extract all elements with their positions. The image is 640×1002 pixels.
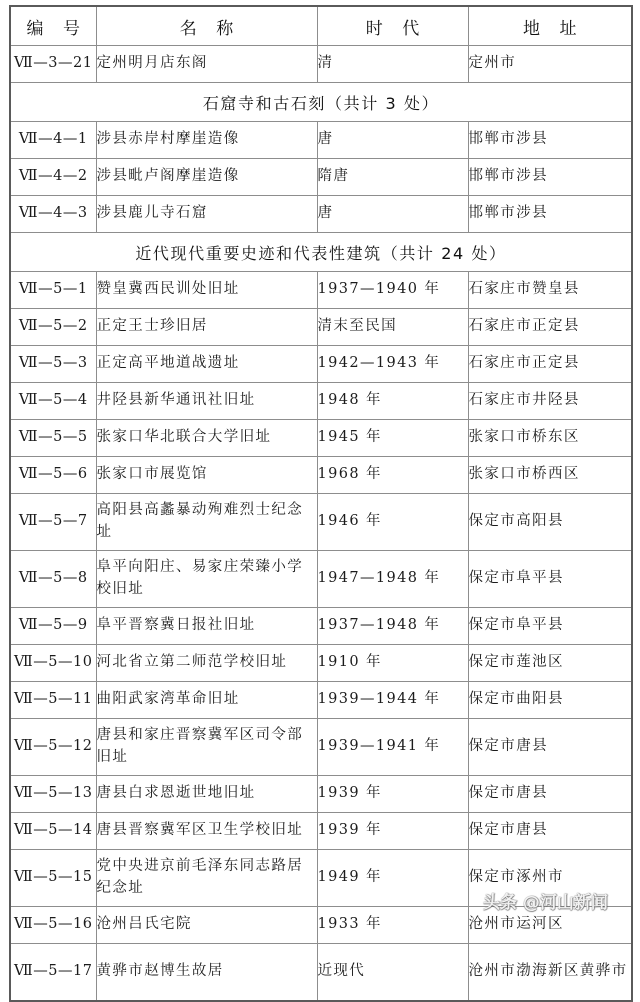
cell-name: 党中央进京前毛泽东同志路居纪念址 (96, 850, 317, 907)
cell-code: Ⅶ—5—17 (10, 944, 96, 1002)
cell-code: Ⅶ—4—2 (10, 159, 96, 196)
cell-era: 1939 年 (317, 776, 468, 813)
table-row (10, 494, 632, 551)
cell-name: 张家口市展览馆 (96, 457, 317, 494)
cell-address: 保定市唐县 (468, 719, 632, 776)
cell-address: 保定市莲池区 (468, 645, 632, 682)
cell-era: 1937—1940 年 (317, 272, 468, 309)
cell-name: 唐县白求恩逝世地旧址 (96, 776, 317, 813)
table-header-row (10, 6, 632, 46)
cell-name: 阜平晋察冀日报社旧址 (96, 608, 317, 645)
cell-era: 1968 年 (317, 457, 468, 494)
table-row (10, 944, 632, 1002)
cell-address: 保定市唐县 (468, 776, 632, 813)
table-row (10, 122, 632, 159)
table-header (10, 6, 632, 46)
cell-era: 1948 年 (317, 383, 468, 420)
cell-address: 保定市阜平县 (468, 608, 632, 645)
cell-era: 1939—1941 年 (317, 719, 468, 776)
table-row (10, 719, 632, 776)
table-row (10, 346, 632, 383)
cell-name: 定州明月店东阁 (96, 46, 317, 83)
cell-code: Ⅶ—5—2 (10, 309, 96, 346)
cell-name: 唐县晋察冀军区卫生学校旧址 (96, 813, 317, 850)
cell-era: 唐 (317, 196, 468, 233)
cell-code: Ⅶ—5—7 (10, 494, 96, 551)
cell-code: Ⅶ—5—12 (10, 719, 96, 776)
cell-address: 保定市阜平县 (468, 551, 632, 608)
cell-code: Ⅶ—5—1 (10, 272, 96, 309)
cell-code: Ⅶ—5—16 (10, 907, 96, 944)
cell-address: 邯郸市涉县 (468, 196, 632, 233)
table-row (10, 309, 632, 346)
cell-code: Ⅶ—5—6 (10, 457, 96, 494)
cell-name: 沧州吕氏宅院 (96, 907, 317, 944)
cell-era: 1939 年 (317, 813, 468, 850)
cell-era: 1910 年 (317, 645, 468, 682)
table-section-row (10, 233, 632, 272)
cell-name: 高阳县高蠡暴动殉难烈士纪念址 (96, 494, 317, 551)
cell-code: Ⅶ—5—14 (10, 813, 96, 850)
table-row (10, 907, 632, 944)
cell-era: 1947—1948 年 (317, 551, 468, 608)
cell-address: 邯郸市涉县 (468, 159, 632, 196)
cell-name: 赞皇冀西民训处旧址 (96, 272, 317, 309)
cell-name: 唐县和家庄晋察冀军区司令部旧址 (96, 719, 317, 776)
column-header-era: 时 代 (317, 6, 468, 46)
cell-code: Ⅶ—5—13 (10, 776, 96, 813)
table-row (10, 850, 632, 907)
cell-name: 阜平向阳庄、易家庄荣臻小学校旧址 (96, 551, 317, 608)
cell-era: 1946 年 (317, 494, 468, 551)
cell-address: 沧州市渤海新区黄骅市 (468, 944, 632, 1002)
cell-code: Ⅶ—5—11 (10, 682, 96, 719)
cell-era: 清 (317, 46, 468, 83)
table-row (10, 682, 632, 719)
column-header-name: 名 称 (96, 6, 317, 46)
table-row (10, 420, 632, 457)
cell-code: Ⅶ—3—21 (10, 46, 96, 83)
table-row (10, 159, 632, 196)
cell-era: 1942—1943 年 (317, 346, 468, 383)
cell-address: 张家口市桥西区 (468, 457, 632, 494)
cell-era: 1939—1944 年 (317, 682, 468, 719)
cell-era: 1933 年 (317, 907, 468, 944)
cell-code: Ⅶ—5—4 (10, 383, 96, 420)
table-row (10, 551, 632, 608)
cell-address: 石家庄市正定县 (468, 309, 632, 346)
cell-code: Ⅶ—5—9 (10, 608, 96, 645)
table-row (10, 272, 632, 309)
cell-address: 沧州市运河区 (468, 907, 632, 944)
cell-address: 石家庄市正定县 (468, 346, 632, 383)
cell-code: Ⅶ—5—5 (10, 420, 96, 457)
cell-address: 邯郸市涉县 (468, 122, 632, 159)
cell-address: 保定市曲阳县 (468, 682, 632, 719)
cell-era: 近现代 (317, 944, 468, 1002)
cell-name: 张家口华北联合大学旧址 (96, 420, 317, 457)
table-section-row (10, 83, 632, 122)
cell-address: 石家庄市井陉县 (468, 383, 632, 420)
cell-code: Ⅶ—5—3 (10, 346, 96, 383)
table-row (10, 608, 632, 645)
cell-address: 保定市涿州市 (468, 850, 632, 907)
section-title: 近代现代重要史迹和代表性建筑（共计 24 处） (10, 233, 632, 272)
cell-era: 1949 年 (317, 850, 468, 907)
table-row (10, 383, 632, 420)
heritage-sites-table (9, 5, 633, 1002)
cell-address: 张家口市桥东区 (468, 420, 632, 457)
cell-address: 保定市高阳县 (468, 494, 632, 551)
cell-name: 井陉县新华通讯社旧址 (96, 383, 317, 420)
source-watermark: 头条 @河山新闻 (483, 893, 608, 913)
column-header-code: 编 号 (10, 6, 96, 46)
table-row (10, 645, 632, 682)
cell-code: Ⅶ—5—10 (10, 645, 96, 682)
column-header-address: 地 址 (468, 6, 632, 46)
table-row (10, 813, 632, 850)
cell-era: 清末至民国 (317, 309, 468, 346)
cell-name: 正定高平地道战遗址 (96, 346, 317, 383)
table-body (10, 46, 632, 1002)
cell-name: 涉县赤岸村摩崖造像 (96, 122, 317, 159)
cell-name: 曲阳武家湾革命旧址 (96, 682, 317, 719)
cell-address: 定州市 (468, 46, 632, 83)
cell-name: 涉县毗卢阁摩崖造像 (96, 159, 317, 196)
cell-era: 1937—1948 年 (317, 608, 468, 645)
cell-name: 河北省立第二师范学校旧址 (96, 645, 317, 682)
table-row (10, 457, 632, 494)
cell-code: Ⅶ—5—8 (10, 551, 96, 608)
cell-name: 正定王士珍旧居 (96, 309, 317, 346)
table-row (10, 46, 632, 83)
cell-code: Ⅶ—4—1 (10, 122, 96, 159)
cell-era: 隋唐 (317, 159, 468, 196)
cell-code: Ⅶ—5—15 (10, 850, 96, 907)
cell-name: 涉县鹿儿寺石窟 (96, 196, 317, 233)
table-row (10, 776, 632, 813)
cell-name: 黄骅市赵博生故居 (96, 944, 317, 1002)
cell-code: Ⅶ—4—3 (10, 196, 96, 233)
cell-address: 石家庄市赞皇县 (468, 272, 632, 309)
section-title: 石窟寺和古石刻（共计 3 处） (10, 83, 632, 122)
cell-era: 1945 年 (317, 420, 468, 457)
cell-era: 唐 (317, 122, 468, 159)
cell-address: 保定市唐县 (468, 813, 632, 850)
table-row (10, 196, 632, 233)
